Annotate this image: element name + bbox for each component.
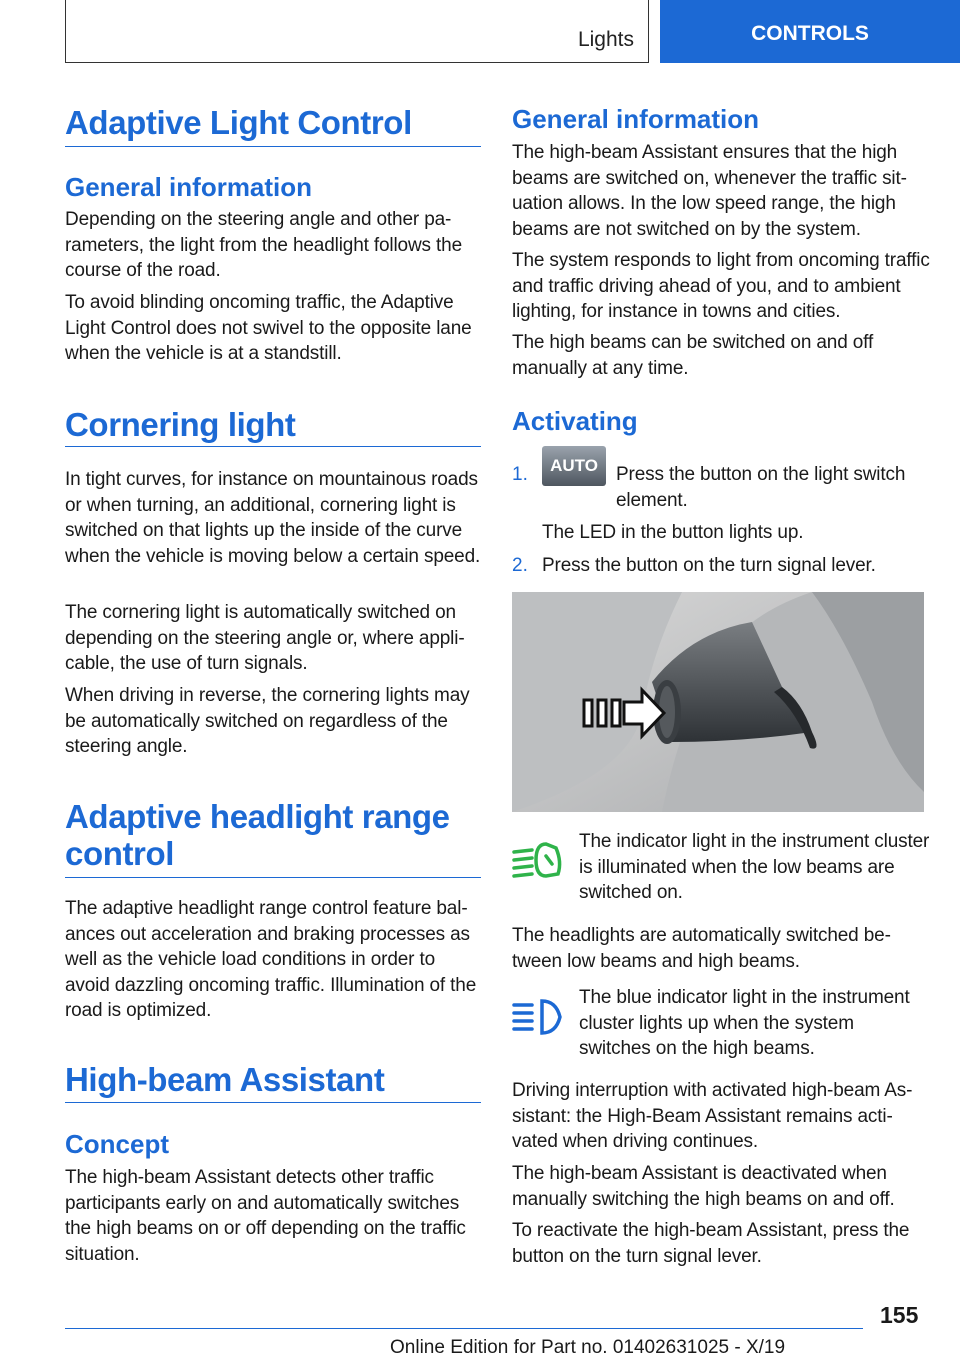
footer-rule — [65, 1328, 863, 1329]
paragraph: The high-beam Assistant detects other traffic participants early on and automatically switches the high beams on or off depending on the traffic situation. — [65, 1167, 466, 1265]
paragraph: The high-beam Assistant is deactivated when manually switching the high beams on and off. — [512, 1163, 895, 1210]
page-number: 155 — [880, 1302, 919, 1328]
paragraph: The system responds to light from oncoming traffic and traffic driving ahead of you, and to ambient lighting, for instance in towns and cities. — [512, 250, 930, 322]
subheading-activating: Activating — [512, 406, 638, 436]
heading-rule — [65, 1102, 481, 1103]
low-beam-indicator-icon — [512, 838, 564, 882]
indicator-description: The blue indicator light in the instrument cluster lights up when the system switches on the high beams. — [579, 987, 910, 1059]
turn-signal-lever-illustration — [512, 592, 924, 812]
high-beam-indicator-icon — [512, 997, 564, 1039]
paragraph: When driving in reverse, the cornering lights may be automatically switched on regardless of the steering angle. — [65, 685, 470, 757]
section-title: Lights — [577, 28, 634, 51]
running-header — [65, 0, 649, 63]
heading-high-beam-assistant: High-beam Assistant — [65, 1061, 385, 1098]
paragraph: The high-beam Assistant ensures that the high beams are switched on, whenever the traffic situation allows. In the low speed range, the high beams are not switched on by the system. — [512, 142, 907, 240]
paragraph: In tight curves, for instance on mountainous roads or when turning, an additional, cornering light is switched on that lights up the inside of the curve when the vehicle is moving below a certain speed. — [65, 469, 481, 567]
paragraph: Driving interruption with activated high-beam Assistant: the High-Beam Assistant remains activated when driving continues. — [512, 1080, 913, 1152]
step-text: Press the button on the turn signal lever. — [542, 555, 876, 576]
subheading-general-information: General information — [65, 172, 313, 202]
step-text: Press the button on the light switch element. — [616, 464, 906, 511]
indicator-description: The indicator light in the instrument cluster is illuminated when the low beams are switched on. — [579, 831, 930, 903]
heading-rule — [65, 446, 481, 447]
subheading-concept: Concept — [65, 1129, 169, 1159]
lever-drawing-icon — [512, 592, 924, 812]
paragraph: To reactivate the high-beam Assistant, press the button on the turn signal lever. — [512, 1220, 910, 1267]
step-number: 1. — [512, 464, 528, 485]
paragraph: To avoid blinding oncoming traffic, the Adaptive Light Control does not swivel to the opposite lane when the vehicle is at a standstill. — [65, 292, 472, 364]
auto-button-label: AUTO — [550, 456, 598, 475]
heading-rule — [65, 877, 481, 878]
chapter-tab: CONTROLS — [660, 0, 960, 63]
edition-info: Online Edition for Part no. 01402631025 - X/19 — [390, 1337, 786, 1358]
paragraph: The adaptive headlight range control feature balances out acceleration and braking processes as well as the vehicle load conditions in order to avoid dazzling oncoming traffic. Illumination of the road is optimized. — [65, 898, 477, 1021]
paragraph: Depending on the steering angle and other parameters, the light from the headlight follows the course of the road. — [65, 209, 462, 281]
subheading-general-information: General information — [512, 104, 760, 134]
step-number: 2. — [512, 555, 528, 576]
heading-adaptive-headlight-range-control: Adaptive headlight range control — [65, 798, 450, 872]
step-subtext: The LED in the button lights up. — [542, 522, 804, 543]
paragraph: The cornering light is automatically switched on depending on the steering angle or, where applicable, the use of turn signals. — [65, 602, 465, 674]
paragraph: The headlights are automatically switched between low beams and high beams. — [512, 925, 891, 972]
heading-adaptive-light-control: Adaptive Light Control — [65, 104, 412, 141]
heading-rule — [65, 146, 481, 147]
heading-cornering-light: Cornering light — [65, 406, 296, 443]
auto-button-icon — [542, 446, 606, 486]
paragraph: The high beams can be switched on and off manually at any time. — [512, 332, 874, 379]
